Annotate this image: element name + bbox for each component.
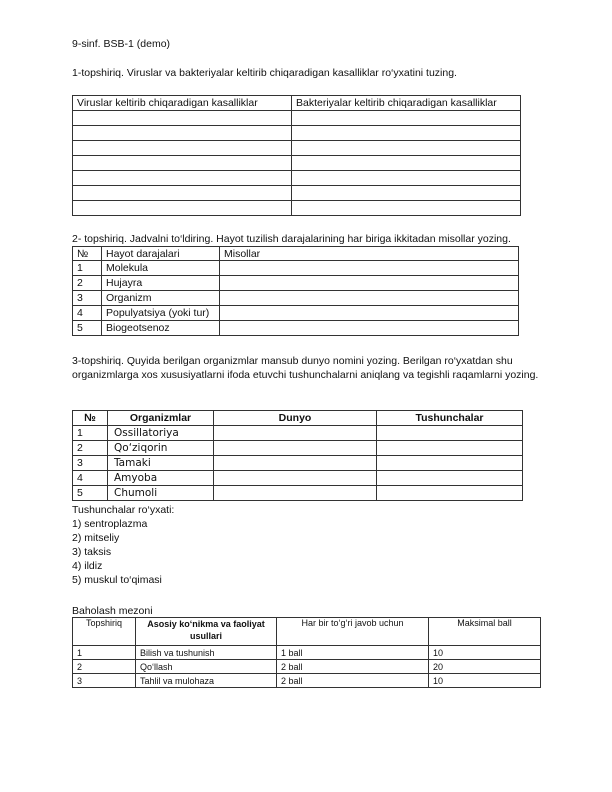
row-number: 3 (73, 456, 108, 471)
table-row (73, 276, 519, 291)
examples-cell[interactable] (220, 306, 519, 321)
table-row (73, 156, 521, 171)
task-number: 1 (73, 646, 136, 660)
row-number: 5 (73, 486, 108, 501)
task3-title: 3-topshiriq. Quyida berilgan organizmlar mansub dunyo nomini yozing. Berilgan ro‘yxatdan shu organizmlarga xos xususiyatlarni ifoda etuvchi tushunchalarni aniqlang va tegishli raqamlarni yozing. (72, 355, 539, 381)
row-number: 2 (73, 276, 102, 291)
header-per-answer: Har bir to‘g‘ri javob uchun (277, 618, 429, 646)
table-row (73, 306, 519, 321)
table-cell[interactable] (292, 156, 521, 171)
concepts-cell[interactable] (377, 441, 523, 456)
table-row (73, 321, 519, 336)
table-row (73, 111, 521, 126)
points-per-answer: 2 ball (277, 660, 429, 674)
life-level: Populyatsiya (yoki tur) (102, 306, 220, 321)
header-virus-diseases: Viruslar keltirib chiqaradigan kasalliklar (73, 96, 292, 111)
table-row (73, 141, 521, 156)
table-row (73, 486, 523, 501)
points-per-answer: 1 ball (277, 646, 429, 660)
max-score: 10 (429, 674, 541, 688)
header-life-levels: Hayot darajalari (102, 247, 220, 261)
concepts-cell[interactable] (377, 471, 523, 486)
header-number: № (73, 247, 102, 261)
table-row (73, 261, 519, 276)
examples-cell[interactable] (220, 261, 519, 276)
max-score: 10 (429, 646, 541, 660)
life-level: Molekula (102, 261, 220, 276)
concepts-cell[interactable] (377, 456, 523, 471)
concepts-cell[interactable] (377, 426, 523, 441)
table-row (73, 126, 521, 141)
max-score: 20 (429, 660, 541, 674)
table-cell[interactable] (73, 111, 292, 126)
table-cell[interactable] (292, 201, 521, 216)
table-row (73, 646, 541, 660)
kingdom-cell[interactable] (214, 426, 377, 441)
row-number: 5 (73, 321, 102, 336)
examples-cell[interactable] (220, 276, 519, 291)
life-level: Organizm (102, 291, 220, 306)
table-cell[interactable] (73, 141, 292, 156)
organism: Tamaki (108, 456, 214, 471)
table-cell[interactable] (73, 186, 292, 201)
table-cell[interactable] (73, 201, 292, 216)
life-level: Biogeotsenoz (102, 321, 220, 336)
list-item: 5) muskul to‘qimasi (72, 574, 162, 586)
concepts-list (72, 503, 174, 587)
task-number: 2 (73, 660, 136, 674)
header-number: № (73, 411, 108, 426)
header-kingdom: Dunyo (214, 411, 377, 426)
examples-cell[interactable] (220, 321, 519, 336)
header-max-score: Maksimal ball (429, 618, 541, 646)
organism: Amyoba (108, 471, 214, 486)
table-header-row (73, 247, 519, 261)
header-task: Topshiriq (73, 618, 136, 646)
list-item: 3) taksis (72, 546, 112, 558)
task1-title: 1-topshiriq. Viruslar va bakteriyalar keltirib chiqaradigan kasalliklar ro‘yxatini tuzing. (72, 67, 457, 79)
table-cell[interactable] (292, 111, 521, 126)
table-header-row (73, 411, 523, 426)
skill: Qo‘llash (136, 660, 277, 674)
concepts-list-title: Tushunchalar ro‘yxati: (72, 504, 175, 516)
header-bacteria-diseases: Bakteriyalar keltirib chiqaradigan kasalliklar (292, 96, 521, 111)
header-examples: Misollar (220, 247, 519, 261)
table-cell[interactable] (292, 171, 521, 186)
table-row (73, 186, 521, 201)
row-number: 3 (73, 291, 102, 306)
skill: Tahlil va mulohaza (136, 674, 277, 688)
kingdom-cell[interactable] (214, 486, 377, 501)
table-row (73, 674, 541, 688)
row-number: 2 (73, 441, 108, 456)
kingdom-cell[interactable] (214, 456, 377, 471)
table-row (73, 660, 541, 674)
table-row (73, 471, 523, 486)
kingdom-cell[interactable] (214, 441, 377, 456)
table-row (73, 426, 523, 441)
kingdom-cell[interactable] (214, 471, 377, 486)
table-cell[interactable] (292, 186, 521, 201)
organism: Chumoli (108, 486, 214, 501)
task3-table (72, 410, 523, 501)
task-number: 3 (73, 674, 136, 688)
table-row (73, 291, 519, 306)
table-row (73, 201, 521, 216)
life-level: Hujayra (102, 276, 220, 291)
organism: Qo‘ziqorin (108, 441, 214, 456)
table-row (73, 441, 523, 456)
concepts-cell[interactable] (377, 486, 523, 501)
task2-table (72, 246, 519, 336)
table-header-row (73, 96, 521, 111)
table-cell[interactable] (73, 171, 292, 186)
list-item: 2) mitseliy (72, 532, 120, 544)
document-header: 9-sinf. BSB-1 (demo) (72, 38, 171, 50)
criteria-table (72, 617, 541, 688)
list-item: 1) sentroplazma (72, 518, 148, 530)
row-number: 1 (73, 426, 108, 441)
table-row (73, 456, 523, 471)
table-cell[interactable] (292, 141, 521, 156)
table-row (73, 171, 521, 186)
header-organisms: Organizmlar (108, 411, 214, 426)
row-number: 4 (73, 306, 102, 321)
table-cell[interactable] (73, 156, 292, 171)
table-header-row (73, 618, 541, 646)
header-concepts: Tushunchalar (377, 411, 523, 426)
row-number: 4 (73, 471, 108, 486)
header-skills: Asosiy ko‘nikma va faoliyat usullari (136, 618, 277, 646)
row-number: 1 (73, 261, 102, 276)
table-cell[interactable] (73, 126, 292, 141)
organism: Ossillatoriya (108, 426, 214, 441)
task2-title: 2- topshiriq. Jadvalni to‘ldiring. Hayot tuzilish darajalarining har biriga ikkitadan misollar yozing. (72, 233, 511, 245)
table-cell[interactable] (292, 126, 521, 141)
skill: Bilish va tushunish (136, 646, 277, 660)
task1-table (72, 95, 521, 216)
examples-cell[interactable] (220, 291, 519, 306)
list-item: 4) ildiz (72, 560, 103, 572)
criteria-title: Baholash mezoni (72, 605, 153, 617)
points-per-answer: 2 ball (277, 674, 429, 688)
